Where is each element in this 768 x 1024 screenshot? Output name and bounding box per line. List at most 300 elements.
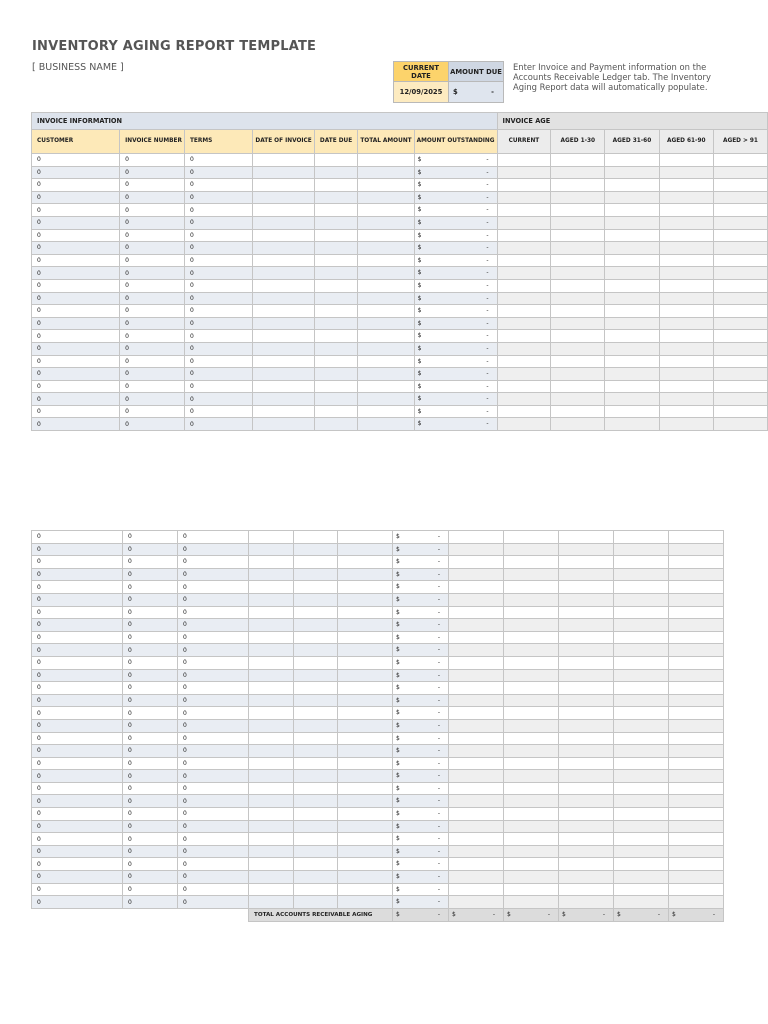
terms-cell[interactable]: 0 xyxy=(178,808,249,821)
customer-cell[interactable]: 0 xyxy=(32,330,120,343)
customer-cell[interactable]: 0 xyxy=(32,154,120,167)
total-amount-cell[interactable] xyxy=(358,405,414,418)
invoice-number-cell[interactable]: 0 xyxy=(123,694,178,707)
terms-cell[interactable]: 0 xyxy=(178,757,249,770)
terms-cell[interactable]: 0 xyxy=(178,593,249,606)
date-due-cell[interactable] xyxy=(314,330,358,343)
invoice-number-cell[interactable]: 0 xyxy=(123,669,178,682)
date-of-invoice-cell[interactable] xyxy=(249,757,294,770)
date-of-invoice-cell[interactable] xyxy=(249,845,294,858)
date-due-cell[interactable] xyxy=(294,795,338,808)
date-of-invoice-cell[interactable] xyxy=(249,694,294,707)
total-amount-cell[interactable] xyxy=(338,531,393,544)
total-amount-cell[interactable] xyxy=(338,719,393,732)
customer-cell[interactable]: 0 xyxy=(32,568,123,581)
invoice-number-cell[interactable]: 0 xyxy=(123,808,178,821)
total-amount-cell[interactable] xyxy=(338,669,393,682)
terms-cell[interactable]: 0 xyxy=(178,833,249,846)
customer-cell[interactable]: 0 xyxy=(32,757,123,770)
terms-cell[interactable]: 0 xyxy=(178,782,249,795)
invoice-number-cell[interactable]: 0 xyxy=(123,543,178,556)
customer-cell[interactable]: 0 xyxy=(32,669,123,682)
date-due-cell[interactable] xyxy=(314,254,358,267)
customer-cell[interactable]: 0 xyxy=(32,292,120,305)
total-amount-cell[interactable] xyxy=(358,267,414,280)
total-amount-cell[interactable] xyxy=(358,355,414,368)
customer-cell[interactable]: 0 xyxy=(32,229,120,242)
total-amount-cell[interactable] xyxy=(338,820,393,833)
customer-cell[interactable]: 0 xyxy=(32,719,123,732)
terms-cell[interactable]: 0 xyxy=(178,883,249,896)
invoice-number-cell[interactable]: 0 xyxy=(120,393,185,406)
total-amount-cell[interactable] xyxy=(358,279,414,292)
date-of-invoice-cell[interactable] xyxy=(249,543,294,556)
total-amount-cell[interactable] xyxy=(338,593,393,606)
date-of-invoice-cell[interactable] xyxy=(249,669,294,682)
terms-cell[interactable]: 0 xyxy=(184,154,252,167)
invoice-number-cell[interactable]: 0 xyxy=(120,242,185,255)
terms-cell[interactable]: 0 xyxy=(178,669,249,682)
total-amount-cell[interactable] xyxy=(338,845,393,858)
date-due-cell[interactable] xyxy=(294,531,338,544)
total-amount-cell[interactable] xyxy=(338,757,393,770)
date-of-invoice-cell[interactable] xyxy=(253,279,314,292)
terms-cell[interactable]: 0 xyxy=(184,342,252,355)
customer-cell[interactable]: 0 xyxy=(32,682,123,695)
date-of-invoice-cell[interactable] xyxy=(253,166,314,179)
total-amount-cell[interactable] xyxy=(338,682,393,695)
customer-cell[interactable]: 0 xyxy=(32,242,120,255)
terms-cell[interactable]: 0 xyxy=(178,719,249,732)
terms-cell[interactable]: 0 xyxy=(184,216,252,229)
invoice-number-cell[interactable]: 0 xyxy=(120,204,185,217)
customer-cell[interactable]: 0 xyxy=(32,795,123,808)
invoice-number-cell[interactable]: 0 xyxy=(123,606,178,619)
customer-cell[interactable]: 0 xyxy=(32,782,123,795)
date-of-invoice-cell[interactable] xyxy=(249,770,294,783)
date-due-cell[interactable] xyxy=(314,267,358,280)
invoice-number-cell[interactable]: 0 xyxy=(120,355,185,368)
terms-cell[interactable]: 0 xyxy=(178,707,249,720)
date-of-invoice-cell[interactable] xyxy=(253,191,314,204)
date-due-cell[interactable] xyxy=(314,380,358,393)
total-amount-cell[interactable] xyxy=(358,342,414,355)
total-amount-cell[interactable] xyxy=(358,305,414,318)
customer-cell[interactable]: 0 xyxy=(32,380,120,393)
invoice-number-cell[interactable]: 0 xyxy=(123,531,178,544)
date-of-invoice-cell[interactable] xyxy=(249,883,294,896)
date-of-invoice-cell[interactable] xyxy=(253,355,314,368)
date-due-cell[interactable] xyxy=(294,896,338,909)
invoice-number-cell[interactable]: 0 xyxy=(120,254,185,267)
date-of-invoice-cell[interactable] xyxy=(249,858,294,871)
customer-cell[interactable]: 0 xyxy=(32,342,120,355)
date-of-invoice-cell[interactable] xyxy=(249,745,294,758)
invoice-number-cell[interactable]: 0 xyxy=(120,380,185,393)
date-due-cell[interactable] xyxy=(294,782,338,795)
date-due-cell[interactable] xyxy=(294,682,338,695)
date-due-cell[interactable] xyxy=(314,154,358,167)
customer-cell[interactable]: 0 xyxy=(32,745,123,758)
invoice-number-cell[interactable]: 0 xyxy=(120,305,185,318)
total-amount-cell[interactable] xyxy=(338,694,393,707)
date-due-cell[interactable] xyxy=(294,858,338,871)
date-of-invoice-cell[interactable] xyxy=(249,568,294,581)
date-due-cell[interactable] xyxy=(314,342,358,355)
date-of-invoice-cell[interactable] xyxy=(249,631,294,644)
customer-cell[interactable]: 0 xyxy=(32,606,123,619)
date-due-cell[interactable] xyxy=(314,242,358,255)
date-due-cell[interactable] xyxy=(314,191,358,204)
invoice-number-cell[interactable]: 0 xyxy=(120,179,185,192)
date-due-cell[interactable] xyxy=(294,606,338,619)
date-due-cell[interactable] xyxy=(314,317,358,330)
total-amount-cell[interactable] xyxy=(358,204,414,217)
total-amount-cell[interactable] xyxy=(358,242,414,255)
total-amount-cell[interactable] xyxy=(358,418,414,431)
total-amount-cell[interactable] xyxy=(338,858,393,871)
terms-cell[interactable]: 0 xyxy=(184,380,252,393)
customer-cell[interactable]: 0 xyxy=(32,593,123,606)
terms-cell[interactable]: 0 xyxy=(184,242,252,255)
date-due-cell[interactable] xyxy=(314,418,358,431)
invoice-number-cell[interactable]: 0 xyxy=(123,833,178,846)
invoice-number-cell[interactable]: 0 xyxy=(120,292,185,305)
invoice-number-cell[interactable]: 0 xyxy=(123,581,178,594)
date-of-invoice-cell[interactable] xyxy=(249,896,294,909)
date-due-cell[interactable] xyxy=(314,393,358,406)
date-of-invoice-cell[interactable] xyxy=(249,808,294,821)
terms-cell[interactable]: 0 xyxy=(178,531,249,544)
terms-cell[interactable]: 0 xyxy=(184,330,252,343)
terms-cell[interactable]: 0 xyxy=(178,644,249,657)
terms-cell[interactable]: 0 xyxy=(184,405,252,418)
total-amount-cell[interactable] xyxy=(338,644,393,657)
total-amount-cell[interactable] xyxy=(338,581,393,594)
invoice-number-cell[interactable]: 0 xyxy=(120,317,185,330)
date-due-cell[interactable] xyxy=(294,644,338,657)
date-due-cell[interactable] xyxy=(294,593,338,606)
terms-cell[interactable]: 0 xyxy=(178,656,249,669)
terms-cell[interactable]: 0 xyxy=(178,606,249,619)
terms-cell[interactable]: 0 xyxy=(184,204,252,217)
date-of-invoice-cell[interactable] xyxy=(253,229,314,242)
customer-cell[interactable]: 0 xyxy=(32,543,123,556)
total-amount-cell[interactable] xyxy=(358,368,414,381)
customer-cell[interactable]: 0 xyxy=(32,166,120,179)
date-of-invoice-cell[interactable] xyxy=(253,342,314,355)
customer-cell[interactable]: 0 xyxy=(32,418,120,431)
terms-cell[interactable]: 0 xyxy=(184,179,252,192)
invoice-number-cell[interactable]: 0 xyxy=(120,216,185,229)
total-amount-cell[interactable] xyxy=(338,556,393,569)
date-due-cell[interactable] xyxy=(294,871,338,884)
date-due-cell[interactable] xyxy=(294,543,338,556)
invoice-number-cell[interactable]: 0 xyxy=(123,858,178,871)
invoice-number-cell[interactable]: 0 xyxy=(123,770,178,783)
date-of-invoice-cell[interactable] xyxy=(253,154,314,167)
invoice-number-cell[interactable]: 0 xyxy=(123,896,178,909)
terms-cell[interactable]: 0 xyxy=(178,745,249,758)
date-of-invoice-cell[interactable] xyxy=(249,531,294,544)
date-of-invoice-cell[interactable] xyxy=(253,216,314,229)
terms-cell[interactable]: 0 xyxy=(178,820,249,833)
customer-cell[interactable]: 0 xyxy=(32,707,123,720)
date-due-cell[interactable] xyxy=(314,229,358,242)
customer-cell[interactable]: 0 xyxy=(32,267,120,280)
customer-cell[interactable]: 0 xyxy=(32,305,120,318)
terms-cell[interactable]: 0 xyxy=(178,896,249,909)
terms-cell[interactable]: 0 xyxy=(178,871,249,884)
date-due-cell[interactable] xyxy=(314,305,358,318)
date-due-cell[interactable] xyxy=(294,568,338,581)
invoice-number-cell[interactable]: 0 xyxy=(123,556,178,569)
terms-cell[interactable]: 0 xyxy=(178,732,249,745)
invoice-number-cell[interactable]: 0 xyxy=(120,418,185,431)
customer-cell[interactable]: 0 xyxy=(32,833,123,846)
date-due-cell[interactable] xyxy=(314,179,358,192)
total-amount-cell[interactable] xyxy=(338,770,393,783)
date-of-invoice-cell[interactable] xyxy=(249,795,294,808)
date-due-cell[interactable] xyxy=(294,845,338,858)
date-of-invoice-cell[interactable] xyxy=(249,556,294,569)
terms-cell[interactable]: 0 xyxy=(184,368,252,381)
date-due-cell[interactable] xyxy=(294,745,338,758)
date-of-invoice-cell[interactable] xyxy=(249,606,294,619)
date-due-cell[interactable] xyxy=(314,405,358,418)
date-of-invoice-cell[interactable] xyxy=(249,644,294,657)
terms-cell[interactable]: 0 xyxy=(184,355,252,368)
customer-cell[interactable]: 0 xyxy=(32,845,123,858)
date-of-invoice-cell[interactable] xyxy=(253,305,314,318)
total-amount-cell[interactable] xyxy=(338,782,393,795)
date-due-cell[interactable] xyxy=(294,883,338,896)
total-amount-cell[interactable] xyxy=(338,656,393,669)
total-amount-cell[interactable] xyxy=(358,317,414,330)
invoice-number-cell[interactable]: 0 xyxy=(123,871,178,884)
invoice-number-cell[interactable]: 0 xyxy=(123,707,178,720)
date-of-invoice-cell[interactable] xyxy=(249,871,294,884)
customer-cell[interactable]: 0 xyxy=(32,694,123,707)
date-due-cell[interactable] xyxy=(294,631,338,644)
terms-cell[interactable]: 0 xyxy=(184,292,252,305)
terms-cell[interactable]: 0 xyxy=(178,619,249,632)
total-amount-cell[interactable] xyxy=(358,292,414,305)
terms-cell[interactable]: 0 xyxy=(178,845,249,858)
date-due-cell[interactable] xyxy=(294,669,338,682)
date-of-invoice-cell[interactable] xyxy=(253,317,314,330)
invoice-number-cell[interactable]: 0 xyxy=(123,795,178,808)
date-of-invoice-cell[interactable] xyxy=(253,254,314,267)
terms-cell[interactable]: 0 xyxy=(184,267,252,280)
date-of-invoice-cell[interactable] xyxy=(249,820,294,833)
terms-cell[interactable]: 0 xyxy=(178,556,249,569)
terms-cell[interactable]: 0 xyxy=(178,858,249,871)
date-due-cell[interactable] xyxy=(294,719,338,732)
total-amount-cell[interactable] xyxy=(338,896,393,909)
invoice-number-cell[interactable]: 0 xyxy=(123,883,178,896)
terms-cell[interactable]: 0 xyxy=(178,694,249,707)
customer-cell[interactable]: 0 xyxy=(32,871,123,884)
invoice-number-cell[interactable]: 0 xyxy=(120,166,185,179)
date-of-invoice-cell[interactable] xyxy=(253,380,314,393)
date-due-cell[interactable] xyxy=(294,694,338,707)
total-amount-cell[interactable] xyxy=(338,606,393,619)
date-of-invoice-cell[interactable] xyxy=(253,405,314,418)
customer-cell[interactable]: 0 xyxy=(32,581,123,594)
total-amount-cell[interactable] xyxy=(358,380,414,393)
invoice-number-cell[interactable]: 0 xyxy=(123,682,178,695)
customer-cell[interactable]: 0 xyxy=(32,619,123,632)
invoice-number-cell[interactable]: 0 xyxy=(123,782,178,795)
customer-cell[interactable]: 0 xyxy=(32,393,120,406)
terms-cell[interactable]: 0 xyxy=(184,393,252,406)
current-date-value[interactable]: 12/09/2025 xyxy=(393,81,449,103)
total-amount-cell[interactable] xyxy=(358,254,414,267)
total-amount-cell[interactable] xyxy=(358,330,414,343)
invoice-number-cell[interactable]: 0 xyxy=(120,229,185,242)
invoice-number-cell[interactable]: 0 xyxy=(123,631,178,644)
invoice-number-cell[interactable]: 0 xyxy=(123,745,178,758)
date-of-invoice-cell[interactable] xyxy=(249,833,294,846)
customer-cell[interactable]: 0 xyxy=(32,279,120,292)
total-amount-cell[interactable] xyxy=(358,166,414,179)
date-of-invoice-cell[interactable] xyxy=(253,393,314,406)
customer-cell[interactable]: 0 xyxy=(32,883,123,896)
date-due-cell[interactable] xyxy=(294,707,338,720)
terms-cell[interactable]: 0 xyxy=(178,568,249,581)
invoice-number-cell[interactable]: 0 xyxy=(120,342,185,355)
terms-cell[interactable]: 0 xyxy=(184,317,252,330)
terms-cell[interactable]: 0 xyxy=(184,191,252,204)
terms-cell[interactable]: 0 xyxy=(178,770,249,783)
invoice-number-cell[interactable]: 0 xyxy=(120,191,185,204)
date-of-invoice-cell[interactable] xyxy=(253,242,314,255)
date-due-cell[interactable] xyxy=(314,279,358,292)
date-due-cell[interactable] xyxy=(294,619,338,632)
invoice-number-cell[interactable]: 0 xyxy=(123,656,178,669)
date-due-cell[interactable] xyxy=(314,166,358,179)
invoice-number-cell[interactable]: 0 xyxy=(123,719,178,732)
total-amount-cell[interactable] xyxy=(338,619,393,632)
invoice-number-cell[interactable]: 0 xyxy=(123,644,178,657)
customer-cell[interactable]: 0 xyxy=(32,405,120,418)
total-amount-cell[interactable] xyxy=(338,871,393,884)
invoice-number-cell[interactable]: 0 xyxy=(120,368,185,381)
invoice-number-cell[interactable]: 0 xyxy=(120,330,185,343)
date-due-cell[interactable] xyxy=(294,808,338,821)
invoice-number-cell[interactable]: 0 xyxy=(120,154,185,167)
terms-cell[interactable]: 0 xyxy=(178,682,249,695)
customer-cell[interactable]: 0 xyxy=(32,254,120,267)
customer-cell[interactable]: 0 xyxy=(32,808,123,821)
date-of-invoice-cell[interactable] xyxy=(253,292,314,305)
customer-cell[interactable]: 0 xyxy=(32,216,120,229)
terms-cell[interactable]: 0 xyxy=(178,795,249,808)
total-amount-cell[interactable] xyxy=(358,179,414,192)
date-of-invoice-cell[interactable] xyxy=(249,593,294,606)
customer-cell[interactable]: 0 xyxy=(32,191,120,204)
terms-cell[interactable]: 0 xyxy=(184,279,252,292)
customer-cell[interactable]: 0 xyxy=(32,368,120,381)
date-of-invoice-cell[interactable] xyxy=(253,267,314,280)
total-amount-cell[interactable] xyxy=(338,631,393,644)
invoice-number-cell[interactable]: 0 xyxy=(120,267,185,280)
date-due-cell[interactable] xyxy=(314,368,358,381)
date-due-cell[interactable] xyxy=(314,204,358,217)
date-due-cell[interactable] xyxy=(314,292,358,305)
customer-cell[interactable]: 0 xyxy=(32,820,123,833)
terms-cell[interactable]: 0 xyxy=(184,418,252,431)
date-due-cell[interactable] xyxy=(294,556,338,569)
date-of-invoice-cell[interactable] xyxy=(253,418,314,431)
invoice-number-cell[interactable]: 0 xyxy=(123,820,178,833)
total-amount-cell[interactable] xyxy=(338,808,393,821)
date-of-invoice-cell[interactable] xyxy=(249,581,294,594)
total-amount-cell[interactable] xyxy=(358,191,414,204)
terms-cell[interactable]: 0 xyxy=(184,166,252,179)
customer-cell[interactable]: 0 xyxy=(32,896,123,909)
invoice-number-cell[interactable]: 0 xyxy=(123,732,178,745)
invoice-number-cell[interactable]: 0 xyxy=(123,568,178,581)
date-due-cell[interactable] xyxy=(294,581,338,594)
date-due-cell[interactable] xyxy=(294,656,338,669)
terms-cell[interactable]: 0 xyxy=(184,254,252,267)
customer-cell[interactable]: 0 xyxy=(32,317,120,330)
customer-cell[interactable]: 0 xyxy=(32,531,123,544)
date-due-cell[interactable] xyxy=(294,833,338,846)
terms-cell[interactable]: 0 xyxy=(178,631,249,644)
invoice-number-cell[interactable]: 0 xyxy=(123,757,178,770)
customer-cell[interactable]: 0 xyxy=(32,858,123,871)
total-amount-cell[interactable] xyxy=(338,732,393,745)
date-of-invoice-cell[interactable] xyxy=(253,330,314,343)
date-of-invoice-cell[interactable] xyxy=(249,719,294,732)
customer-cell[interactable]: 0 xyxy=(32,770,123,783)
customer-cell[interactable]: 0 xyxy=(32,656,123,669)
customer-cell[interactable]: 0 xyxy=(32,204,120,217)
invoice-number-cell[interactable]: 0 xyxy=(123,619,178,632)
terms-cell[interactable]: 0 xyxy=(178,581,249,594)
date-of-invoice-cell[interactable] xyxy=(249,682,294,695)
date-of-invoice-cell[interactable] xyxy=(253,179,314,192)
total-amount-cell[interactable] xyxy=(338,795,393,808)
business-name[interactable]: [ BUSINESS NAME ] xyxy=(32,62,124,73)
terms-cell[interactable]: 0 xyxy=(184,305,252,318)
total-amount-cell[interactable] xyxy=(338,745,393,758)
customer-cell[interactable]: 0 xyxy=(32,732,123,745)
total-amount-cell[interactable] xyxy=(338,833,393,846)
total-amount-cell[interactable] xyxy=(338,707,393,720)
date-of-invoice-cell[interactable] xyxy=(249,619,294,632)
date-of-invoice-cell[interactable] xyxy=(249,732,294,745)
total-amount-cell[interactable] xyxy=(338,543,393,556)
invoice-number-cell[interactable]: 0 xyxy=(120,405,185,418)
terms-cell[interactable]: 0 xyxy=(178,543,249,556)
date-due-cell[interactable] xyxy=(294,732,338,745)
total-amount-cell[interactable] xyxy=(358,229,414,242)
date-due-cell[interactable] xyxy=(294,770,338,783)
date-due-cell[interactable] xyxy=(314,216,358,229)
date-due-cell[interactable] xyxy=(294,757,338,770)
total-amount-cell[interactable] xyxy=(358,216,414,229)
date-of-invoice-cell[interactable] xyxy=(253,204,314,217)
invoice-number-cell[interactable]: 0 xyxy=(120,279,185,292)
date-of-invoice-cell[interactable] xyxy=(249,656,294,669)
customer-cell[interactable]: 0 xyxy=(32,644,123,657)
invoice-number-cell[interactable]: 0 xyxy=(123,845,178,858)
date-due-cell[interactable] xyxy=(294,820,338,833)
